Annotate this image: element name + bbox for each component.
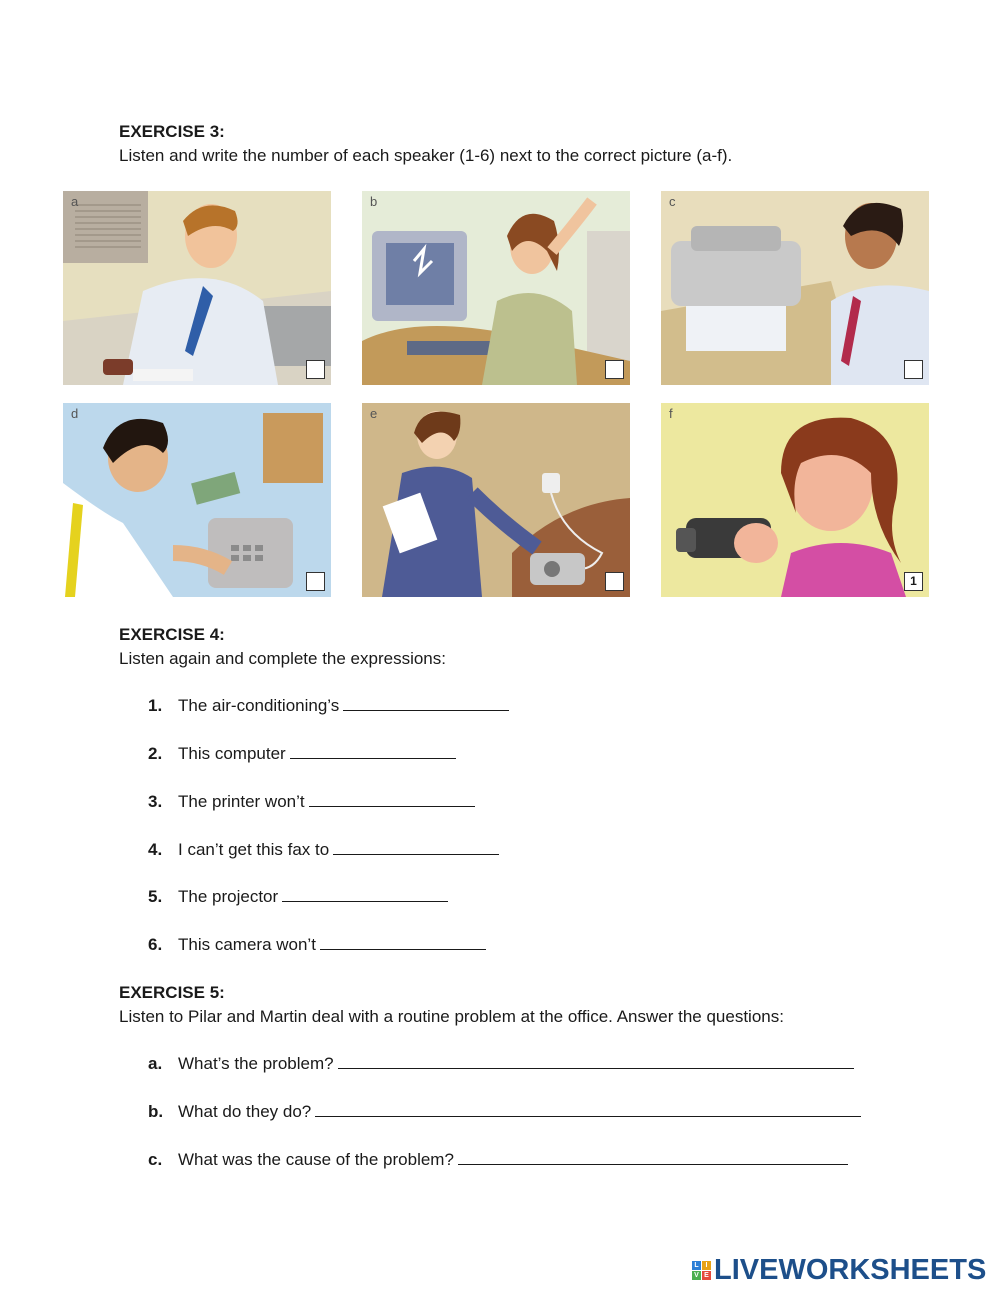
item-number: 3. (148, 792, 163, 811)
logo-mark-icon (692, 1261, 711, 1280)
liveworksheets-logo (692, 1255, 986, 1285)
answer-blank[interactable] (309, 792, 475, 807)
exercise5-title: EXERCISE 5: (119, 983, 225, 1002)
illustration-man-with-fax (63, 403, 331, 597)
item-text: This computer (178, 744, 286, 763)
answer-blank[interactable] (282, 887, 448, 902)
item-text: The projector (178, 887, 279, 906)
answer-blank[interactable] (290, 744, 456, 759)
answer-blank[interactable] (333, 840, 499, 855)
answer-box-e[interactable] (605, 572, 624, 591)
answer-blank[interactable] (315, 1102, 861, 1117)
list-item (148, 792, 475, 812)
item-number: 2. (148, 744, 163, 763)
item-text: The air-conditioning’s (178, 696, 340, 715)
item-text: This camera won’t (178, 935, 316, 954)
answer-blank[interactable] (458, 1150, 848, 1165)
question-letter: b. (148, 1102, 164, 1121)
answer-blank[interactable] (338, 1054, 854, 1069)
picture-f (661, 403, 929, 597)
illustration-woman-with-projector (362, 403, 630, 597)
question-item (148, 1150, 848, 1170)
picture-letter: c (669, 194, 676, 209)
answer-box-a[interactable] (306, 360, 325, 379)
item-number: 5. (148, 887, 163, 906)
answer-blank[interactable] (343, 696, 509, 711)
list-item (148, 744, 456, 764)
picture-letter: f (669, 406, 673, 421)
exercise4-title: EXERCISE 4: (119, 625, 225, 644)
question-text: What was the cause of the problem? (178, 1150, 454, 1169)
picture-letter: d (71, 406, 79, 421)
item-number: 4. (148, 840, 163, 859)
question-text: What do they do? (178, 1102, 312, 1121)
illustration-woman-frustrated-computer (362, 191, 630, 385)
logo-text: LIVEWORKSHEETS (714, 1253, 987, 1286)
picture-letter: e (370, 406, 378, 421)
list-item (148, 840, 499, 860)
logo-mark-cell: L (692, 1261, 701, 1270)
answer-box-b[interactable] (605, 360, 624, 379)
logo-mark-cell: E (702, 1271, 711, 1280)
picture-b (362, 191, 630, 385)
question-item (148, 1054, 854, 1074)
picture-a (63, 191, 331, 385)
logo-mark-cell: V (692, 1271, 701, 1280)
answer-blank[interactable] (320, 935, 486, 950)
logo-mark-cell: I (702, 1261, 711, 1270)
exercise3-title: EXERCISE 3: (119, 122, 225, 141)
question-letter: c. (148, 1150, 163, 1169)
item-text: The printer won’t (178, 792, 305, 811)
picture-e (362, 403, 630, 597)
question-item (148, 1102, 861, 1122)
item-number: 6. (148, 935, 163, 954)
picture-d (63, 403, 331, 597)
answer-box-f[interactable]: 1 (904, 572, 923, 591)
answer-box-c[interactable] (904, 360, 923, 379)
illustration-man-loosening-tie (63, 191, 331, 385)
picture-c (661, 191, 929, 385)
illustration-man-with-printer (661, 191, 929, 385)
picture-letter: a (71, 194, 79, 209)
exercise5-instruction: Listen to Pilar and Martin deal with a routine problem at the office. Answer the questions: (119, 1007, 784, 1026)
list-item (148, 887, 448, 907)
answer-box-d[interactable] (306, 572, 325, 591)
list-item (148, 696, 509, 716)
exercise3-instruction: Listen and write the number of each speaker (1-6) next to the correct picture (a-f). (119, 146, 733, 165)
item-number: 1. (148, 696, 163, 715)
illustration-woman-with-camera (661, 403, 929, 597)
item-text: I can’t get this fax to (178, 840, 330, 859)
list-item (148, 935, 486, 955)
question-letter: a. (148, 1054, 163, 1073)
question-text: What’s the problem? (178, 1054, 334, 1073)
picture-letter: b (370, 194, 378, 209)
exercise4-instruction: Listen again and complete the expressions: (119, 649, 446, 668)
